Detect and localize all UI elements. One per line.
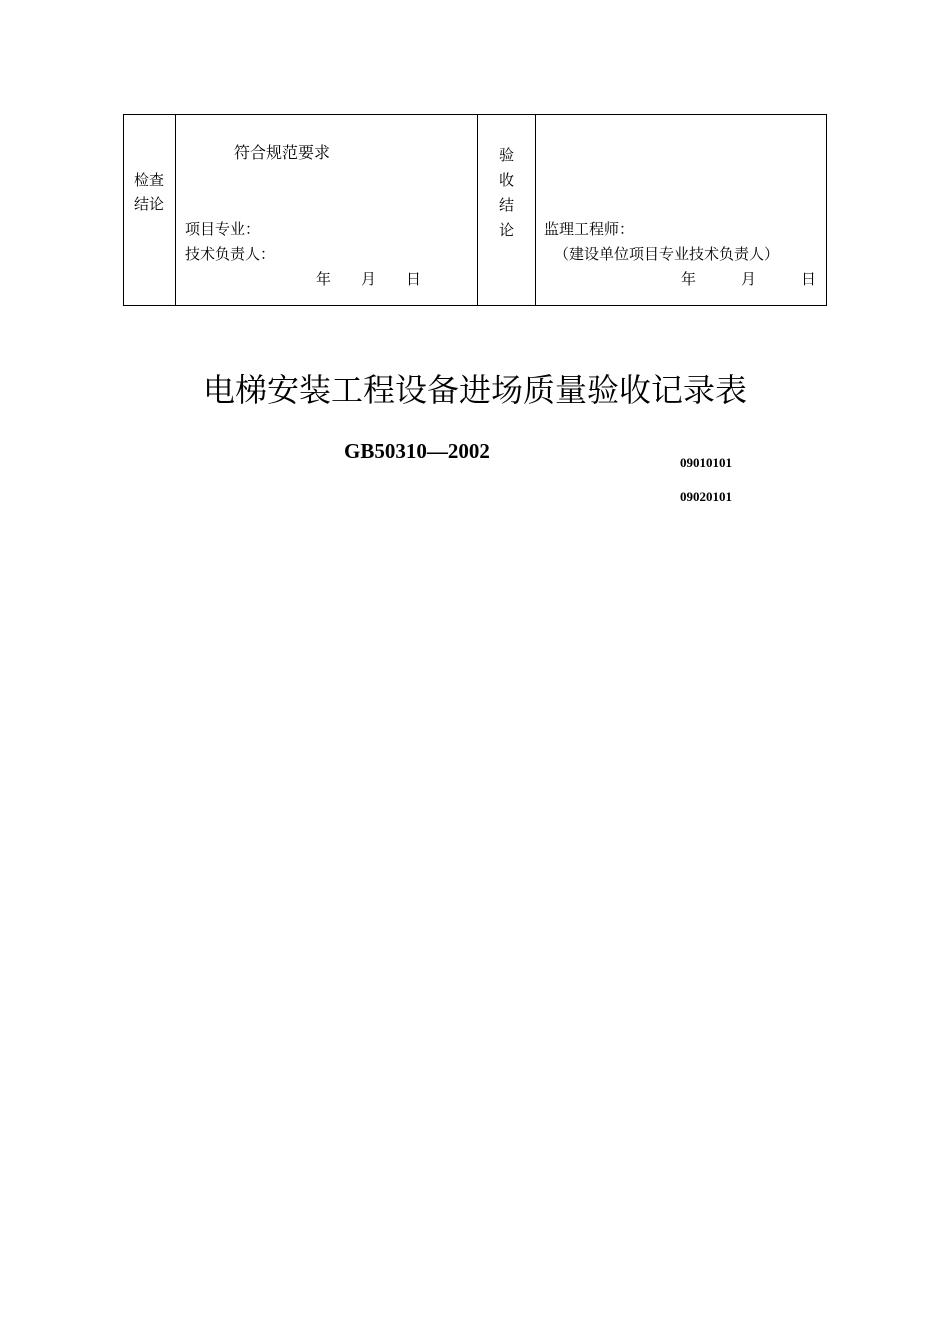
supervisor-label: 监理工程师： (544, 220, 635, 238)
project-specialty-label: 项目专业： (185, 220, 261, 238)
check-result-text: 符合规范要求 (234, 143, 331, 162)
owner-representative-label: （建设单位项目专业技术负责人） (554, 245, 780, 263)
form-code-2: 09020101 (680, 489, 732, 504)
check-conclusion-content-cell (176, 115, 478, 305)
standard-code: GB50310—2002 (344, 439, 490, 463)
check-label-line2: 结论 (134, 195, 165, 213)
tech-lead-label: 技术负责人： (185, 245, 276, 263)
acceptance-date: 年 月 日 (681, 270, 817, 288)
form-code-1: 09010101 (680, 455, 732, 470)
acceptance-conclusion-label-cell (478, 115, 536, 305)
conclusion-table (123, 114, 827, 306)
document-title: 电梯安装工程设备进场质量验收记录表 (202, 371, 747, 409)
acceptance-conclusion-content-cell (536, 115, 826, 305)
check-conclusion-label-cell (124, 115, 176, 305)
check-label-line1: 检查 (134, 171, 165, 189)
check-date: 年 月 日 (316, 270, 422, 288)
acceptance-conclusion-label: 验 收 结 论 (498, 146, 514, 239)
